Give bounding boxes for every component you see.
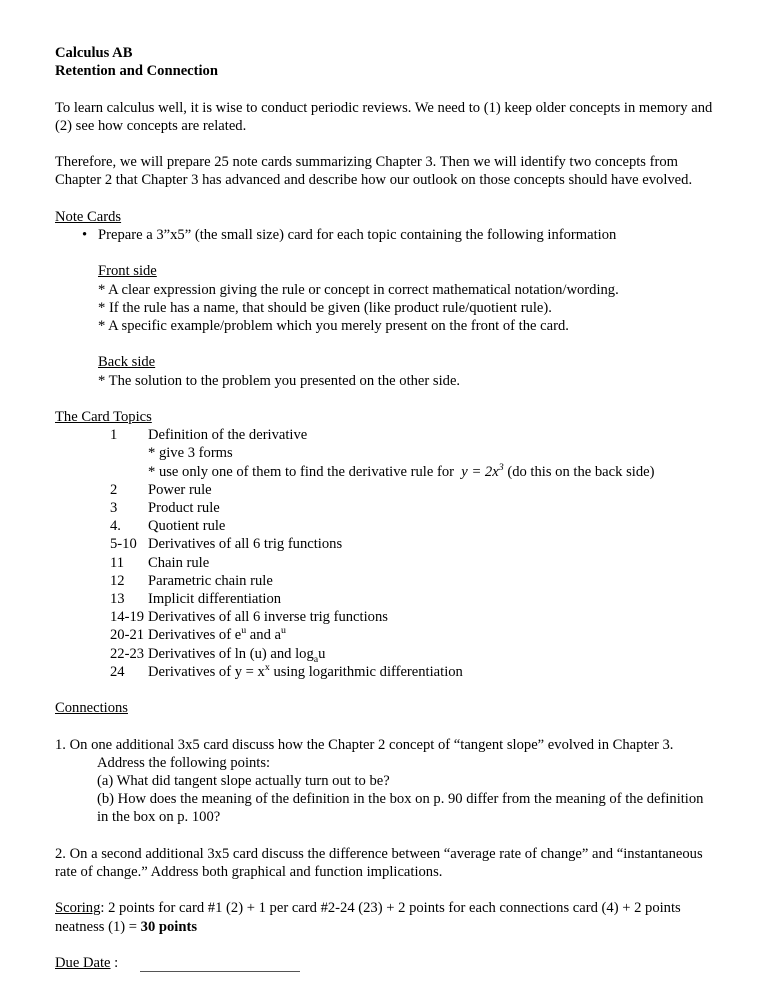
scoring-total: 30 points	[140, 918, 198, 935]
document-subtitle: Retention and Connection	[55, 63, 218, 80]
connection-item-1-sub-a: (a) What did tangent slope actually turn out to be?	[97, 773, 390, 789]
topic-text: Power rule	[148, 481, 212, 498]
topic-number: 5-10	[110, 536, 137, 553]
back-side-block	[55, 353, 715, 389]
spacer	[55, 881, 715, 899]
expr-y: y	[461, 463, 468, 480]
due-date-colon: :	[110, 954, 119, 971]
front-side-line: * A clear expression giving the rule or concept in correct mathematical notation/wording.	[98, 281, 619, 298]
connections-heading-text: Connections	[55, 700, 128, 717]
log-subscript-a: a	[313, 653, 319, 665]
topic-row	[55, 426, 715, 444]
topic-text: Quotient rule	[148, 518, 226, 535]
spacer	[55, 717, 715, 735]
spacer	[55, 827, 715, 845]
topic-row	[55, 663, 715, 681]
topic-row	[55, 554, 715, 572]
topic-number: 2	[110, 481, 118, 498]
note-cards-bullet	[55, 226, 715, 244]
card-topics-list	[55, 426, 715, 681]
topic-number: 11	[110, 554, 125, 571]
topic-text: Definition of the derivative	[148, 427, 308, 444]
spacer	[55, 681, 715, 699]
topic-number: 1	[110, 427, 118, 444]
spacer	[55, 80, 715, 98]
note-cards-heading	[55, 208, 715, 226]
exp-exponent-u1: u	[241, 625, 247, 637]
connection-item-1-sub-b: (b) How does the meaning of the definition in the box on p. 90 differ from the meaning of the definition in the box on p. 100?	[97, 791, 704, 826]
note-cards-heading-text: Note Cards	[55, 208, 122, 225]
topic-number: 20-21	[110, 627, 145, 644]
spacer	[55, 335, 715, 353]
due-date-input[interactable]	[140, 958, 300, 972]
spacer	[55, 936, 715, 954]
front-side-heading-text: Front side	[98, 263, 157, 280]
topic-text	[148, 627, 286, 643]
bullet-icon: •	[82, 226, 88, 243]
topic-number: 12	[110, 572, 125, 589]
note-cards-bullet-text: Prepare a 3”x5” (the small size) card for each topic containing the following information	[98, 226, 617, 243]
course-title: Calculus AB	[55, 45, 133, 61]
back-side-line: * The solution to the problem you presented on the other side.	[98, 372, 461, 389]
log-prefix: Derivatives of ln (u) and log	[148, 645, 314, 662]
back-side-heading	[98, 353, 715, 371]
topic-text: Chain rule	[148, 554, 210, 571]
connection-item-1	[55, 736, 715, 827]
connections-heading	[55, 699, 715, 717]
topic-number: 14-19	[110, 609, 145, 626]
front-side-line: * A specific example/problem which you merely present on the front of the card.	[98, 317, 569, 334]
front-side-line: * If the rule has a name, that should be given (like product rule/quotient rule).	[98, 299, 552, 316]
scoring-label: Scoring	[55, 900, 101, 917]
spacer	[55, 244, 715, 262]
topic-number: 22-23	[110, 645, 145, 662]
xx-prefix: Derivatives of y = x	[148, 663, 265, 680]
topic-sub-item: * give 3 forms	[148, 445, 233, 462]
expr-exponent: 3	[498, 461, 504, 473]
topic-number: 3	[110, 499, 118, 516]
connection-item-2	[55, 845, 715, 881]
due-date-label-group	[55, 954, 118, 972]
exp-middle: and a	[246, 627, 282, 644]
xx-suffix: using logarithmic differentiation	[269, 663, 463, 680]
topic-number: 24	[110, 663, 125, 680]
topic-sub-suffix: (do this on the back side)	[507, 463, 655, 480]
topic-text	[148, 645, 326, 665]
topic-sub-prefix: * use only one of them to find the derivative rule for	[148, 463, 454, 480]
topic-row	[55, 590, 715, 608]
due-date-row	[55, 954, 715, 972]
topic-row	[55, 499, 715, 517]
topic-sub-item	[55, 463, 715, 481]
purpose-paragraph: Therefore, we will prepare 25 note cards summarizing Chapter 3. Then we will identify two concepts from Chapter 2 that Chapter 3 has advanced and describe how our outlook on those concepts should have evolved.	[55, 154, 693, 189]
topic-number: 4.	[110, 518, 121, 535]
exp-prefix: Derivatives of e	[148, 627, 242, 644]
exp-exponent-u2: u	[281, 625, 286, 637]
spacer	[55, 135, 715, 153]
due-date-label: Due Date	[55, 954, 111, 971]
topic-text: Derivatives of all 6 inverse trig functions	[148, 609, 388, 626]
topic-row	[55, 481, 715, 499]
topic-text: Implicit differentiation	[148, 591, 282, 607]
topic-row	[55, 517, 715, 535]
connection-item-1-address: Address the following points:	[97, 754, 271, 771]
topic-sub-expression	[458, 461, 504, 480]
card-topics-heading-text: The Card Topics	[55, 408, 152, 425]
topic-row	[55, 608, 715, 626]
topic-row	[55, 626, 715, 644]
connection-item-1-text: 1. On one additional 3x5 card discuss how the Chapter 2 concept of “tangent slope” evolved in Chapter 3.	[55, 736, 674, 753]
topic-text: Derivatives of all 6 trig functions	[148, 536, 343, 553]
intro-paragraph: To learn calculus well, it is wise to conduct periodic reviews. We need to (1) keep older concepts in memory and (2) see how concepts are related.	[55, 99, 713, 134]
topic-text: Parametric chain rule	[148, 572, 273, 589]
connection-item-2-text: 2. On a second additional 3x5 card discuss the difference between “average rate of change” and “instantaneous rate of change.” Address both graphical and function implications.	[55, 845, 703, 880]
scoring-line	[55, 899, 715, 935]
log-suffix: u	[318, 645, 326, 662]
spacer	[55, 390, 715, 408]
topic-text: Product rule	[148, 499, 220, 516]
topic-text	[148, 661, 463, 680]
scoring-detail: : 2 points for card #1 (2) + 1 per card #2-24 (23) + 2 points for each connections card (4) + 2 points neatness (1) =	[55, 900, 681, 935]
front-side-block	[55, 262, 715, 335]
spacer	[55, 190, 715, 208]
topic-row	[55, 535, 715, 553]
document-body	[55, 44, 715, 972]
xx-exponent: x	[264, 661, 270, 673]
front-side-heading	[98, 262, 715, 280]
expr-eq: = 2x	[471, 463, 499, 480]
back-side-heading-text: Back side	[98, 354, 156, 371]
topic-number: 13	[110, 591, 125, 607]
card-topics-heading	[55, 408, 715, 426]
topic-row	[55, 572, 715, 590]
topic-row	[55, 645, 715, 663]
